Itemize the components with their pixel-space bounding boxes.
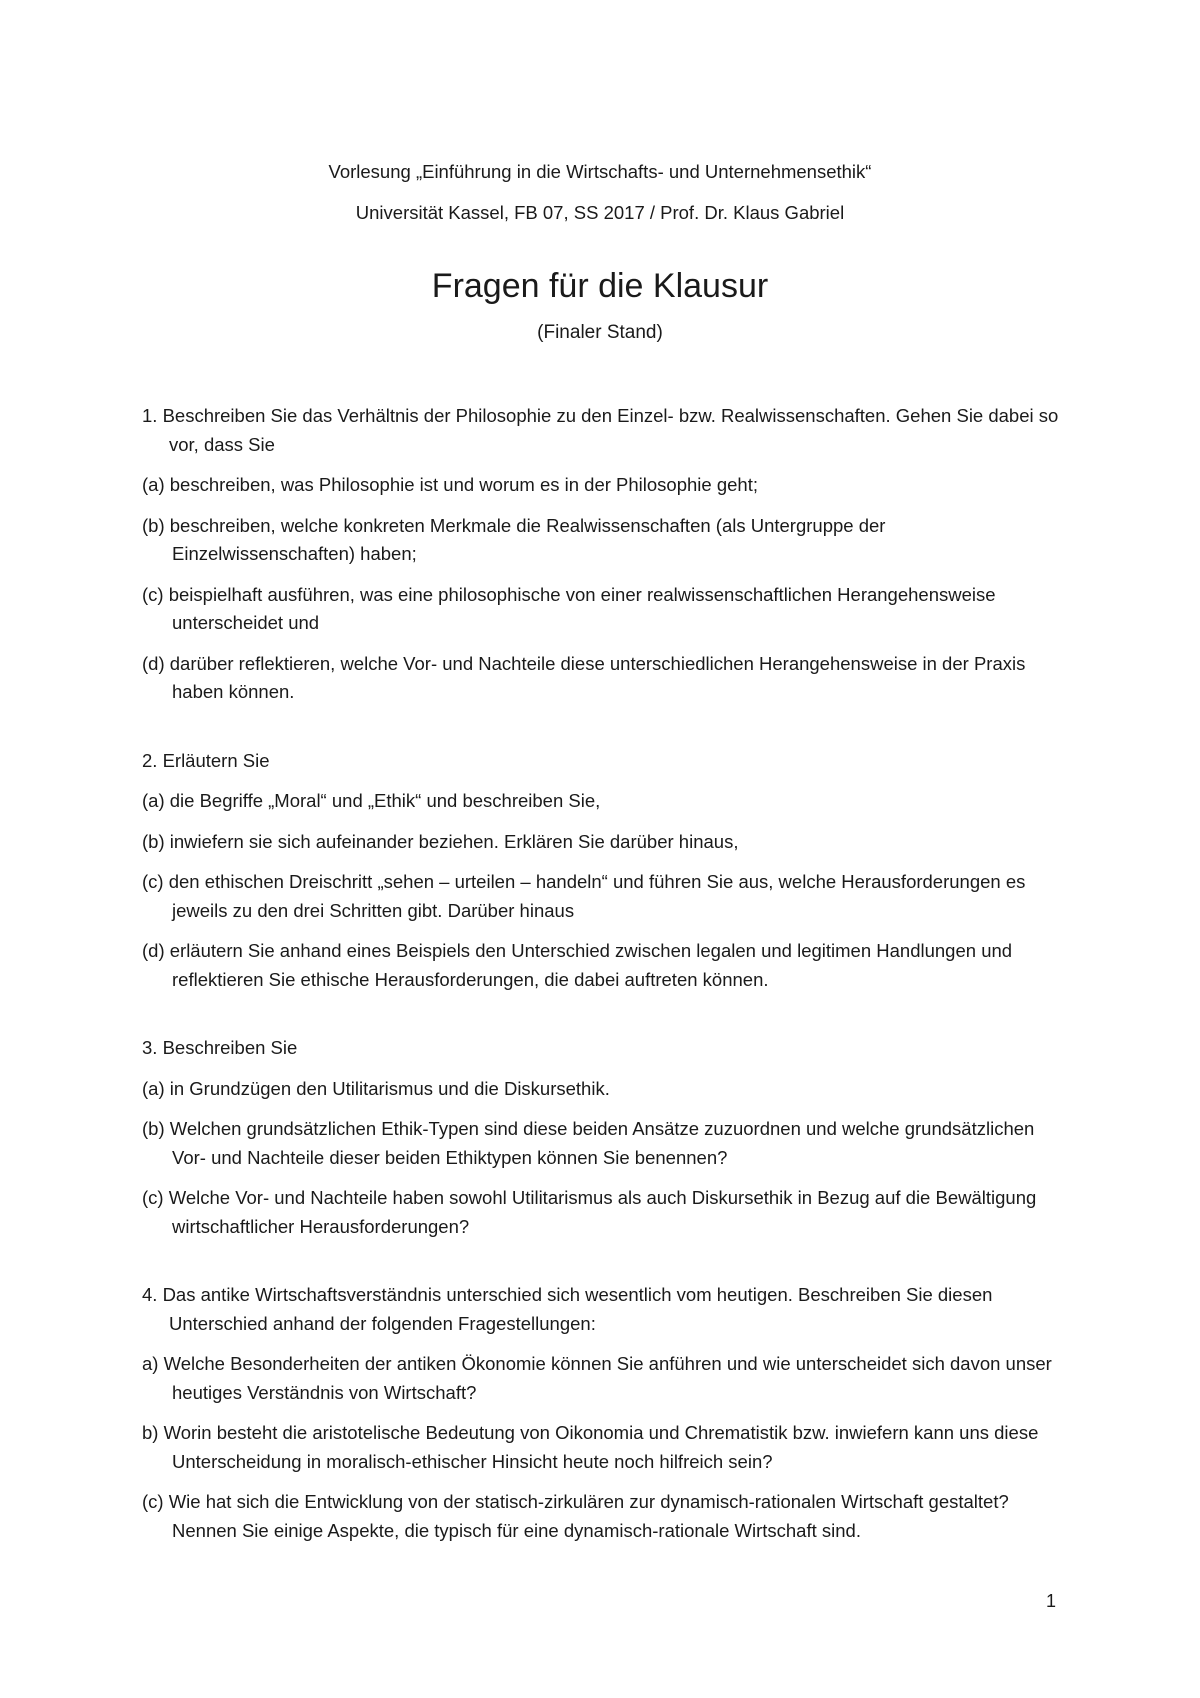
page-subtitle: (Finaler Stand) (537, 322, 663, 343)
university-header: Universität Kassel, FB 07, SS 2017 / Prof. Dr. Klaus Gabriel (355, 202, 845, 223)
question-item: (b) inwiefern sie sich aufeinander beziehen. Erklären Sie darüber hinaus, (142, 830, 739, 852)
question-item: (c) Welche Vor- und Nachteile haben sowohl Utilitarismus als auch Diskursethik in Bezug auf die Bewältigung wirtschaftlicher Herausforderungen? (142, 1187, 1037, 1237)
question-item: (c) Wie hat sich die Entwicklung von der statisch-zirkulären zur dynamisch-rationalen Wirtschaft gestaltet? Nennen Sie einige Aspekte, die typisch für eine dynamisch-rationale Wirtschaft sind. (142, 1491, 1009, 1541)
question-item: a) Welche Besonderheiten der antiken Ökonomie können Sie anführen und wie unterscheidet sich davon unser heutiges Verständnis von Wirtschaft? (142, 1353, 1052, 1403)
page-number: 1 (1046, 1591, 1057, 1611)
question-intro: 1. Beschreiben Sie das Verhältnis der Philosophie zu den Einzel- bzw. Realwissenschaften. Gehen Sie dabei so vor, dass Sie (142, 405, 1059, 455)
question-item: (a) beschreiben, was Philosophie ist und worum es in der Philosophie geht; (142, 474, 758, 495)
question-item: b) Worin besteht die aristotelische Bedeutung von Oikonomia und Chrematistik bzw. inwiefern kann uns diese Unterscheidung in moralisch-ethischer Hinsicht heute noch hilfreich sein? (142, 1422, 1039, 1472)
question-item: (b) beschreiben, welche konkreten Merkmale die Realwissenschaften (als Untergruppe der Einzelwissenschaften) haben; (142, 514, 886, 564)
question-item: (a) die Begriffe „Moral“ und „Ethik“ und beschreiben Sie, (142, 790, 601, 811)
question-item: (d) darüber reflektieren, welche Vor- und Nachteile diese unterschiedlichen Herangehensweise in der Praxis haben können. (142, 652, 1026, 702)
lecture-header: Vorlesung „Einführung in die Wirtschafts- und Unternehmensethik“ (328, 161, 872, 182)
question-item: (a) in Grundzügen den Utilitarismus und die Diskursethik. (142, 1077, 610, 1099)
question-item: (c) beispielhaft ausführen, was eine philosophische von einer realwissenschaftlichen Herangehensweise unterscheidet und (142, 583, 996, 633)
question-intro: 4. Das antike Wirtschaftsverständnis unterschied sich wesentlich vom heutigen. Beschreiben Sie diesen Unterschied anhand der folgenden Fragestellungen: (142, 1284, 993, 1334)
question-item: (c) den ethischen Dreischritt „sehen – urteilen – handeln“ und führen Sie aus, welche Herausforderungen es jeweils zu den drei Schritten gibt. Darüber hinaus (142, 871, 1026, 921)
question-intro: 3. Beschreiben Sie (142, 1037, 298, 1058)
question-intro: 2. Erläutern Sie (142, 749, 270, 771)
question-2 (142, 747, 1062, 995)
page-title: Fragen für die Klausur (431, 267, 769, 305)
question-item: (d) erläutern Sie anhand eines Beispiels den Unterschied zwischen legalen und legitimen Handlungen und reflektieren Sie ethische Herausforderungen, die dabei auftreten können. (142, 940, 1013, 990)
questions-list (142, 402, 1062, 1545)
question-item: (b) Welchen grundsätzlichen Ethik-Typen sind diese beiden Ansätze zuzuordnen und welche grundsätzlichen Vor- und Nachteile dieser beiden Ethiktypen können Sie benennen? (142, 1118, 1035, 1168)
question-3 (142, 1034, 1062, 1241)
question-1 (142, 402, 1062, 707)
question-4 (142, 1281, 1062, 1545)
